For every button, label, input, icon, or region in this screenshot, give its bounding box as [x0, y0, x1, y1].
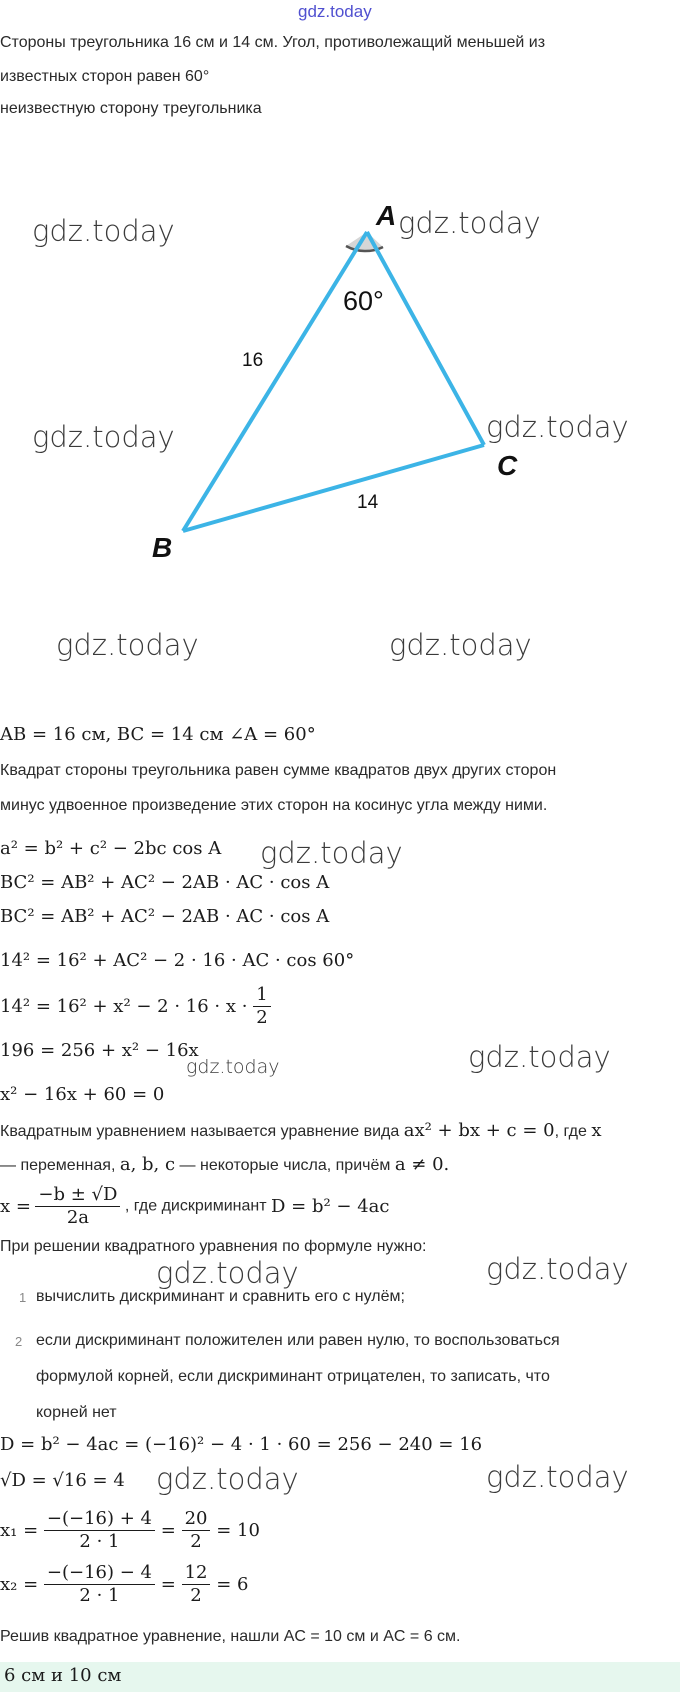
watermark: gdz.today [186, 1056, 280, 1078]
vertex-c-label: C [497, 450, 518, 481]
definition-line-1: Квадратным уравнением называется уравнение вида ax² + bx + c = 0, где x [0, 1120, 602, 1141]
step-1-text: вычислить дискриминант и сравнить его с нулём; [36, 1288, 405, 1305]
equation-cosine-law: a² = b² + c² − 2bc cos A [0, 838, 222, 859]
problem-line-3: неизвестную сторону треугольника [0, 100, 262, 117]
watermark: gdz.today [398, 206, 541, 240]
equation-expanded: 196 = 256 + x² − 16x [0, 1040, 199, 1061]
step-2-line-2: формулой корней, если дискриминант отрицателен, то записать, что [36, 1368, 550, 1385]
problem-line-1: Стороны треугольника 16 см и 14 см. Угол, противолежащий меньшей из [0, 34, 546, 51]
watermark: gdz.today [156, 1462, 299, 1496]
watermark: gdz.today [32, 214, 175, 248]
top-watermark: gdz.today [298, 2, 372, 21]
root-x2: x₂ = $\frac{-(-16) - 4}{2 \cdot 1}$ = $\frac{12}{2}$ = 6 [0, 1562, 249, 1606]
watermark: gdz.today [389, 628, 532, 662]
discriminant-calc: D = b² − 4ac = (−16)² − 4 · 1 · 60 = 256 − 240 = 16 [0, 1434, 483, 1455]
watermark: gdz.today [56, 628, 199, 662]
answer-text: 6 см и 10 см [4, 1665, 122, 1686]
rule-line-2: минус удвоенное произведение этих сторон на косинус угла между ними. [0, 797, 548, 814]
watermark: gdz.today [486, 410, 629, 444]
watermark: gdz.today [32, 420, 175, 454]
sqrt-discriminant: √D = √16 = 4 [0, 1470, 125, 1491]
step-2-line-3: корней нет [36, 1404, 117, 1421]
watermark: gdz.today [156, 1256, 299, 1290]
step-1-number: 1 [19, 1290, 27, 1305]
conclusion: Решив квадратное уравнение, нашли AC = 10 см и AC = 6 см. [0, 1628, 461, 1645]
quadratic-equation: x² − 16x + 60 = 0 [0, 1084, 165, 1105]
watermark: gdz.today [486, 1252, 629, 1286]
equation-bc-2: BC² = AB² + AC² − 2AB · AC · cos A [0, 906, 330, 927]
side-ab-label: 16 [242, 350, 264, 371]
watermark: gdz.today [260, 836, 403, 870]
watermark: gdz.today [468, 1040, 611, 1074]
root-formula: x = $\frac{-b \pm √D}{2a}$ , где дискриминант D = b² − 4ac [0, 1184, 390, 1228]
problem-line-2: известных сторон равен 60° [0, 68, 210, 85]
equation-substituted: 14² = 16² + AC² − 2 · 16 · AC · cos 60° [0, 950, 355, 971]
watermark: gdz.today [486, 1460, 629, 1494]
angle-a-label: 60° [343, 286, 384, 316]
definition-line-2: — переменная, a, b, c — некоторые числа, причём a ≠ 0. [0, 1154, 450, 1175]
steps-intro: При решении квадратного уравнения по формуле нужно: [0, 1238, 427, 1255]
equation-with-x: 14² = 16² + x² − 2 · 16 · x · $\frac{1}{2}$ [0, 984, 271, 1029]
equation-bc-1: BC² = AB² + AC² − 2AB · AC · cos A [0, 872, 330, 893]
rule-line-1: Квадрат стороны треугольника равен сумме квадратов двух других сторон [0, 762, 557, 779]
answer-box [0, 1662, 680, 1692]
vertex-b-label: B [152, 532, 173, 563]
vertex-a-label: A [376, 200, 397, 231]
side-bc-label: 14 [357, 492, 379, 513]
side-ac-line [367, 232, 484, 445]
root-x1: x₁ = $\frac{-(-16) + 4}{2 \cdot 1}$ = $\frac{20}{2}$ = 10 [0, 1508, 260, 1552]
given-values: AB = 16 см, BC = 14 см ∠A = 60° [0, 724, 316, 745]
step-2-line-1: если дискриминант положителен или равен нулю, то воспользоваться [36, 1332, 560, 1349]
step-2-number: 2 [15, 1334, 23, 1349]
